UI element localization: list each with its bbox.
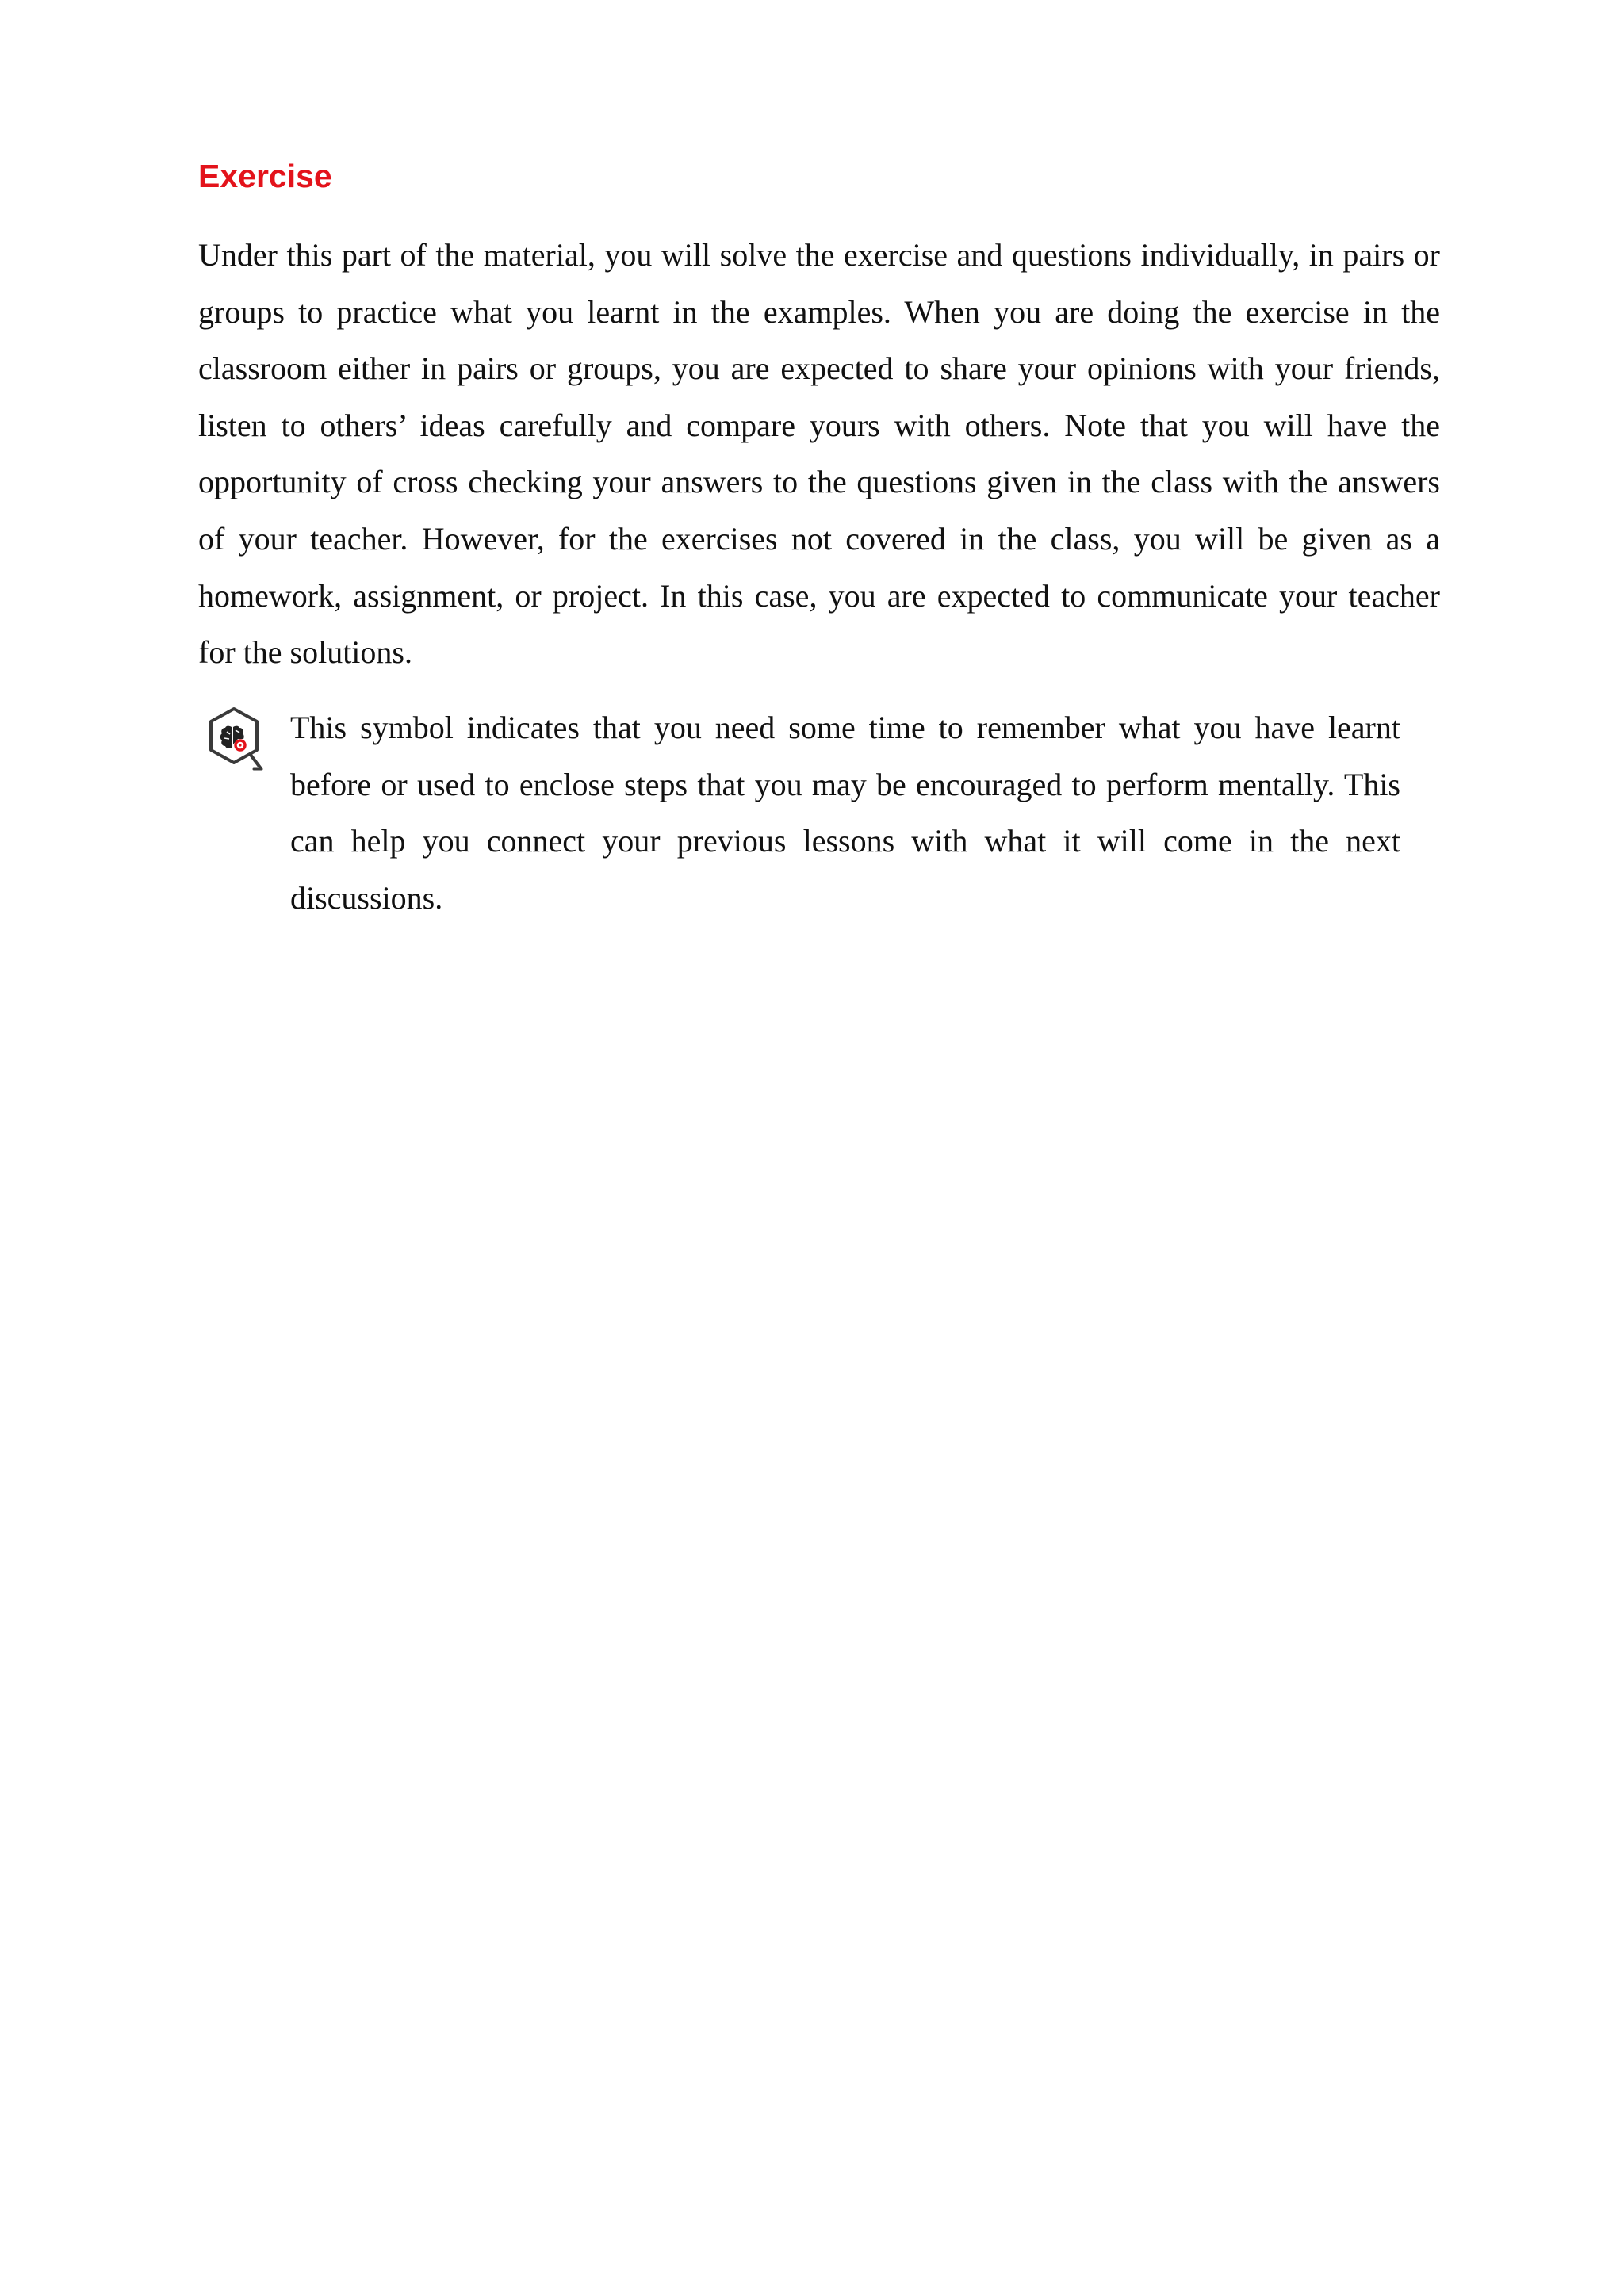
- section-heading: Exercise: [198, 158, 332, 194]
- exercise-description-paragraph: Under this part of the material, you will solve the exercise and questions individually, in pairs or groups to practice what you learnt in the examples. When you are doing the exercise in the classroom either in pairs or groups, you are expected to share your opinions with your friends, listen to others’ ideas carefully and compare yours with others. Note that you will have the opportunity of cross checking your answers to the questions given in the class with the answers of your teacher. However, for the exercises not covered in the class, you will be given as a homework, assignment, or project. In this case, you are expected to communicate your teacher for the solutions.: [198, 237, 1440, 671]
- brain-magnifier-icon: [205, 706, 263, 772]
- symbol-note-paragraph: This symbol indicates that you need some time to remember what you have learnt before or used to enclose steps that you may be encouraged to perform mentally. This can help you connect your previous lessons with what it will come in the next discussions.: [290, 710, 1400, 916]
